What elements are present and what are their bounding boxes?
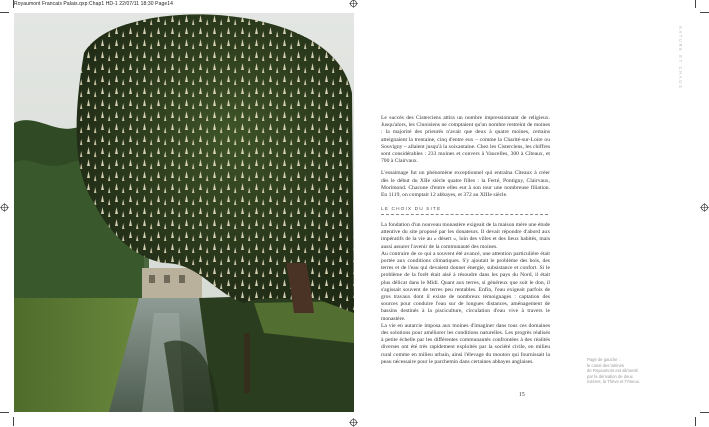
caption-line: de Royaumont est alimenté [587, 368, 638, 373]
registration-mark-top [349, 0, 358, 8]
paragraph: L'essaimage fut un phénomène exceptionnel qui entraîna Cîteaux à créer dès le début du XIIe siècle quatre filles : la Ferté, Pontigny, Clairvaux, Morimond. Chacune d'entre elles eut à son tour une nombreuse filiation. En 1119, on comptait 12 abbayes, et 372 au XIIIe siècle. [381, 170, 550, 199]
caption-line: rivières, la Thève et l'Ysieux. [587, 379, 641, 384]
caption-line: Page de gauche : [587, 357, 620, 362]
registration-mark-left [0, 203, 9, 212]
crop-mark [695, 417, 696, 426]
crop-mark [695, 0, 696, 8]
running-head: NATURE ET CHAOS [678, 26, 683, 90]
text-column-upper [381, 115, 550, 199]
photo-chestnut-tree-canal [14, 13, 354, 412]
photo-caption [587, 357, 649, 385]
print-slug: Royaumont Francais Palais.qxp:Chap1 HD-1 22/07/11 18:30 Page14 [14, 1, 173, 7]
section-heading: LE CHOIX DU SITE [381, 207, 548, 215]
caption-line: le canal des latrines [587, 362, 625, 368]
registration-mark-right [700, 203, 709, 212]
paragraph: La fondation d'un nouveau monastère exigeait de la maison mère une étude attentive du site proposé par les donateurs. Il devait répondre d'abord aux impératifs de la vie au « désert », loin des villes et des lieux habités, mais aussi assurer l'avenir de la communauté des moines. [381, 222, 550, 250]
crop-mark [0, 12, 9, 13]
crop-mark [13, 417, 14, 426]
crop-mark [700, 12, 709, 13]
paragraph: La vie en autarcie imposa aux moines d'imaginer dans tous ces domaines des solutions pour améliorer les conditions naturelles. Les progrès réalisés à petite échelle par les différentes communautés confrontées à des réalités diverses ont été très rapidement exploités par la société civile, en milieu rural comme en milieu urbain, ainsi l'élevage du mouton qui fournissait la peau nécessaire pour le parchemin dans certaines abbayes anglaises. [381, 322, 550, 365]
paragraph: Au contraire de ce qui a souvent été avancé, une attention particulière était portée aux conditions climatiques. S'y ajoutait le problème des bois, des terres et de l'eau qui devaient donner énergie, subsistance et confort. Si le problème de la forêt était aisé à résoudre dans les pays du Nord, il était plus délicat dans le Midi. Quant aux terres, si généreux que soit le don, il s'agissait souvent de terres peu rentables. Enfin, l'eau exigeait parfois de gros travaux dont il existe de nombreux témoignages : captation des sources pour conduire l'eau sur de longues distances, aménagement de bassins destinés à la pisciculture, circulation d'eau vive à travers le monastère. [381, 250, 550, 322]
text-column-lower [381, 222, 550, 366]
paragraph: Le succès des Cisterciens attira un nombre impressionnant de religieux. Jusqu'alors, les Clunisiens ne comptaient qu'un nombre restreint de moines : la majorité des prieurés n'avait que deux à quatre moines, certains atteignaient la trentaine, cinq d'entre eux – comme la Charité-sur-Loire ou Souvigny – allaient jusqu'à la soixantaine. Chez les Cisterciens, les chiffres sont considérables : 233 moines et convers à Vaucelles, 300 à Cîteaux, et 700 à Clairvaux. [381, 115, 550, 165]
crop-mark [700, 412, 709, 413]
crop-mark [13, 0, 14, 8]
crop-mark [0, 412, 9, 413]
caption-line: par la dérivation de deux [587, 373, 633, 379]
page-number: 15 [519, 392, 525, 398]
